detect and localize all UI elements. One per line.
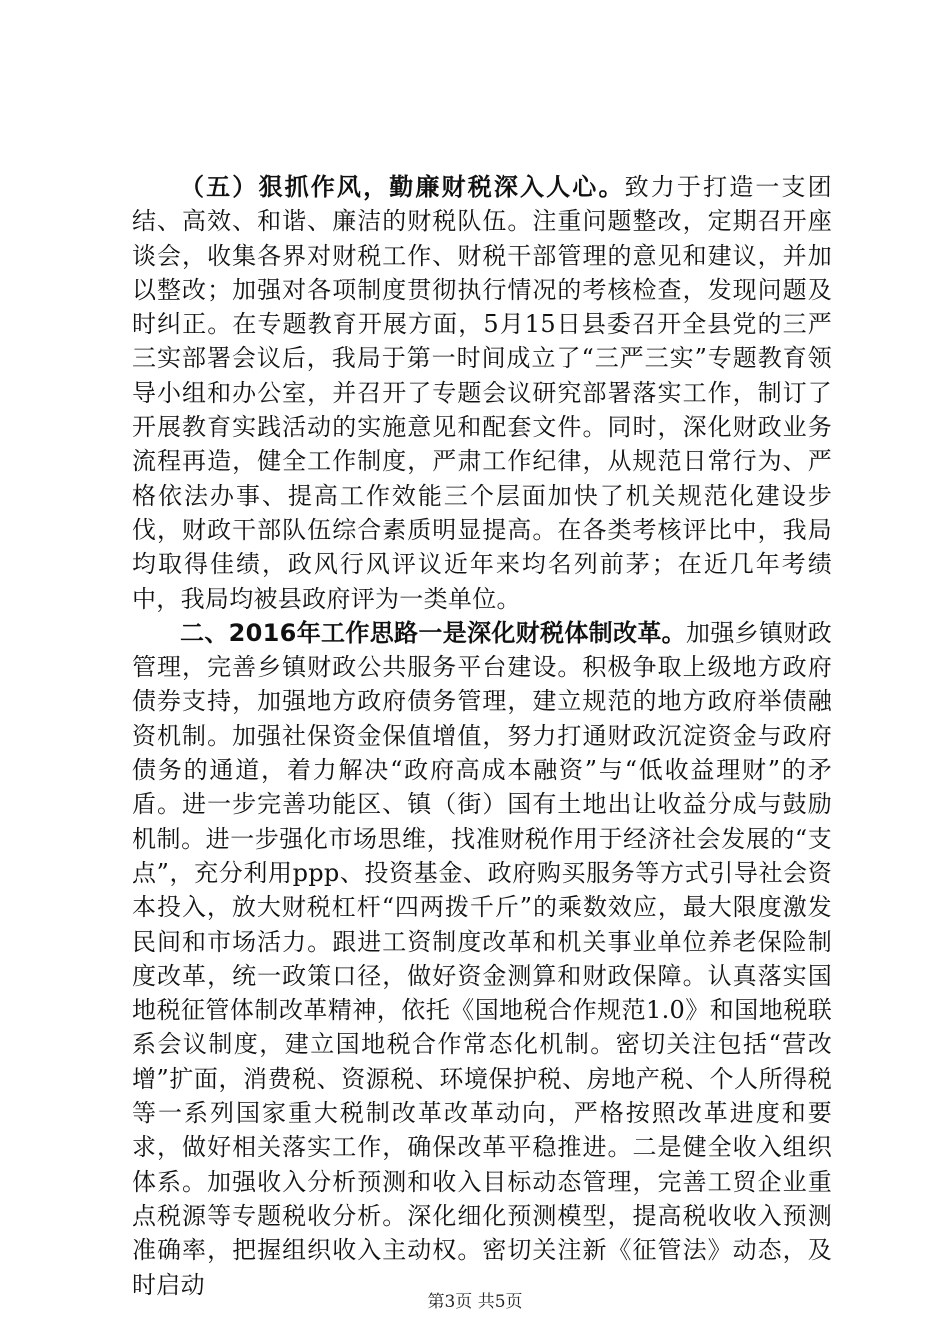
document-body (132, 170, 832, 1302)
paragraph-heading: 二、2016年工作思路一是深化财税体制改革。 (180, 618, 687, 647)
paragraph-section-five (132, 170, 832, 616)
paragraph-heading: （五）狠抓作风，勤廉财税深入人心。 (180, 173, 625, 201)
paragraph-text: 致力于打造一支团结、高效、和谐、廉洁的财税队伍。注重问题整改，定期召开座谈会，收集各界对财税工作、财税干部管理的意见和建议，并加以整改；加强对各项制度贯彻执行情况的考核检查，发现问题及时纠正。在专题教育开展方面，5月15日县委召开全县党的三严三实部署会议后，我局于第一时间成立了“三严三实”专题教育领导小组和办公室，并召开了专题会议研究部署落实工作，制订了开展教育实践活动的实施意见和配套文件。同时，深化财政业务流程再造，健全工作制度，严肃工作纪律，从规范日常行为、严格依法办事、提高工作效能三个层面加快了机关规范化建设步伐，财政干部队伍综合素质明显提高。在各类考核评比中，我局均取得佳绩，政风行风评议近年来均名列前茅；在近几年考绩中，我局均被县政府评为一类单位。 (132, 173, 832, 613)
paragraph-text: 加强乡镇财政管理，完善乡镇财政公共服务平台建设。积极争取上级地方政府债券支持，加强地方政府债务管理，建立规范的地方政府举债融资机制。加强社保资金保值增值，努力打通财政沉淀资金与政府债务的通道，着力解决“政府高成本融资”与“低收益理财”的矛盾。进一步完善功能区、镇（街）国有土地出让收益分成与鼓励机制。进一步强化市场思维，找准财税作用于经济社会发展的“支点”，充分利用ppp、投资基金、政府购买服务等方式引导社会资本投入，放大财税杠杆“四两拨千斤”的乘数效应，最大限度激发民间和市场活力。跟进工资制度改革和机关事业单位养老保险制度改革，统一政策口径，做好资金测算和财政保障。认真落实国地税征管体制改革精神，依托《国地税合作规范1.0》和国地税联系会议制度，建立国地税合作常态化机制。密切关注包括“营改增”扩面，消费税、资源税、环境保护税、房地产税、个人所得税等一系列国家重大税制改革改革动向，严格按照改革进度和要求，做好相关落实工作，确保改革平稳推进。二是健全收入组织体系。加强收入分析预测和收入目标动态管理，完善工贸企业重点税源等专题税收分析。深化细化预测模型，提高税收收入预测准确率，把握组织收入主动权。密切关注新《征管法》动态，及时启动 (132, 618, 832, 1299)
paragraph-section-two (132, 616, 832, 1302)
page-number-footer: 第3页 共5页 (427, 1292, 523, 1312)
